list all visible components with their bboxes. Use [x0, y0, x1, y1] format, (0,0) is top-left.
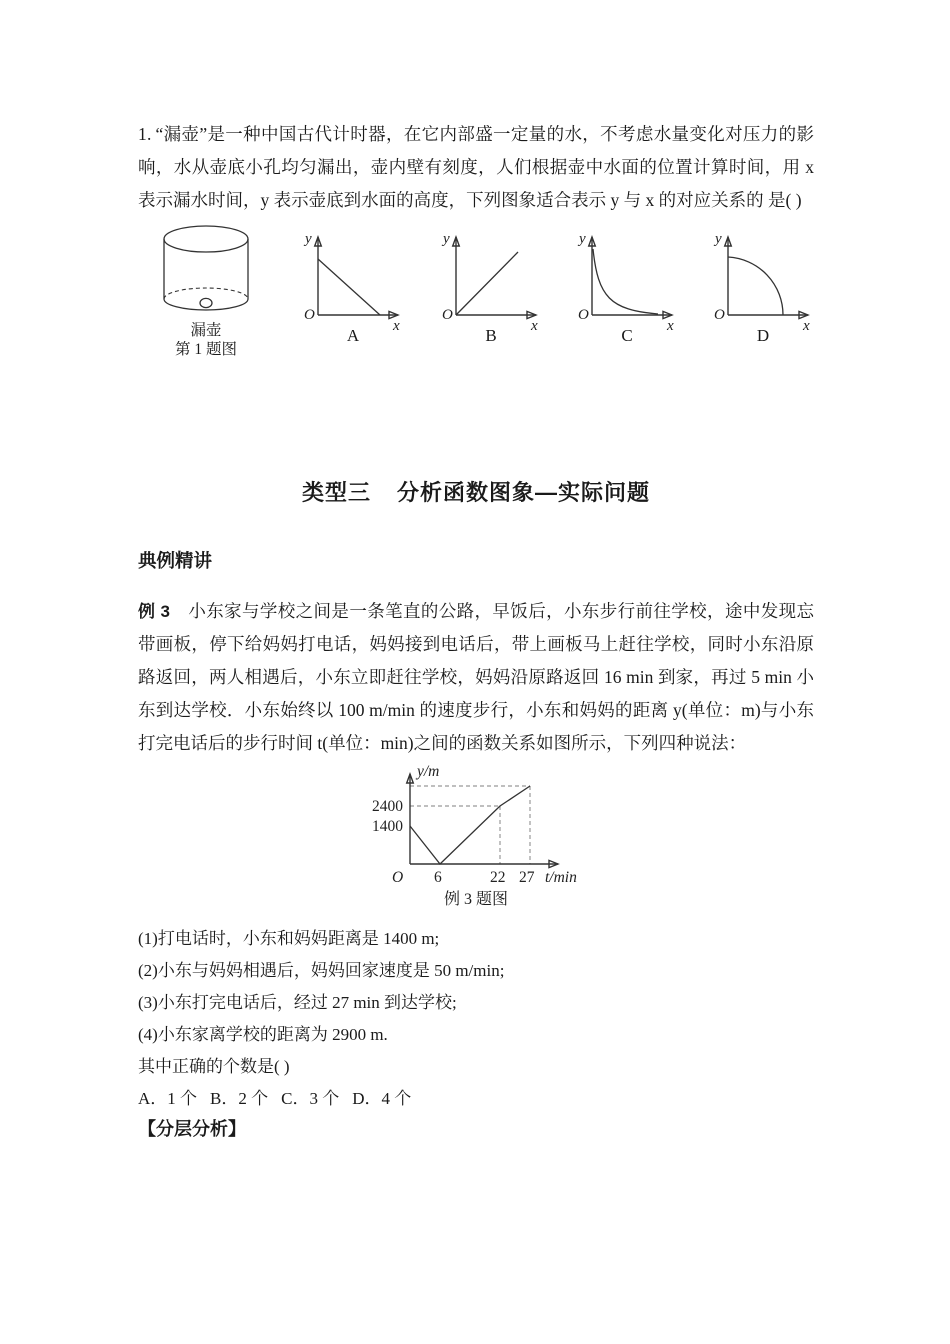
- example-3-paragraph: [138, 595, 814, 760]
- example-3-figure-caption: 例 3 题图: [443, 891, 508, 908]
- chart-ytick-2400: 2400: [372, 798, 403, 815]
- example-3-question: 其中正确的个数是( ): [138, 1057, 290, 1076]
- choice-b[interactable]: B．2 个: [210, 1089, 269, 1108]
- example-3-label: 例 3: [138, 602, 170, 621]
- graph-c: [572, 227, 682, 334]
- cylinder-diagram: [146, 223, 266, 321]
- chart-origin-label: O: [392, 869, 404, 886]
- option-b-figure: [436, 227, 546, 346]
- statement-4: (4)小东家离学校的距离为 2900 m.: [138, 1025, 388, 1044]
- option-a-figure: [298, 227, 408, 346]
- page-content: [138, 118, 814, 1141]
- section-title-main: 分析函数图象—实际问题: [397, 480, 651, 505]
- chart-y-axis-title: y/m: [417, 763, 440, 780]
- graph-c-x-label: x: [667, 318, 674, 334]
- section-title: [138, 476, 814, 507]
- water-clock-figure: [146, 223, 266, 359]
- graph-c-origin: O: [578, 307, 589, 323]
- statement-1: (1)打电话时，小东和妈妈距离是 1400 m;: [138, 929, 440, 948]
- problem-1-paragraph: [138, 118, 814, 217]
- graph-c-y-label: y: [579, 231, 586, 247]
- option-a-label: A: [346, 326, 360, 345]
- graph-a-x-label: x: [393, 318, 400, 334]
- graph-b-x-label: x: [531, 318, 538, 334]
- graph-d: [708, 227, 818, 334]
- graph-b: [436, 227, 546, 334]
- distance-time-chart: [372, 763, 580, 890]
- statement-2: (2)小东与妈妈相遇后，妈妈回家速度是 50 m/min;: [138, 961, 505, 980]
- chart-ytick-1400: 1400: [372, 818, 403, 835]
- example-3-body: 小东家与学校之间是一条笔直的公路，早饭后，小东步行前往学校，途中发现忘带画板，停下给妈妈打电话，妈妈接到电话后，带上画板马上赶往学校，同时小东沿原路返回，两人相遇后，小东立即赶往学校，妈妈沿原路返回 16 min 到家，再过 5 min 小东到达学校．小东始终以 100 m/min 的速度步行，小东和妈妈的距离 y(单位：m)与小东打完电话后的步行时间 t(单位：min)之间的函数关系如图所示，下列四种说法：: [138, 601, 814, 753]
- choice-a[interactable]: A．1 个: [138, 1089, 198, 1108]
- graph-a-origin: O: [304, 307, 315, 323]
- graph-b-origin: O: [442, 307, 453, 323]
- chart-xtick-22: 22: [490, 869, 506, 886]
- analysis-heading: 【分层分析】: [138, 1119, 246, 1139]
- statement-3: (3)小东打完电话后，经过 27 min 到达学校;: [138, 993, 457, 1012]
- choice-c[interactable]: C．3 个: [281, 1089, 340, 1108]
- graph-a-y-label: y: [305, 231, 312, 247]
- graph-d-y-label: y: [715, 231, 722, 247]
- problem-1-number: 1.: [138, 124, 152, 144]
- chart-xtick-27: 27: [519, 869, 535, 886]
- graph-d-origin: O: [714, 307, 725, 323]
- graph-d-x-label: x: [803, 318, 810, 334]
- example-3-choices: [138, 1083, 814, 1115]
- option-c-label: C: [621, 326, 633, 345]
- section-title-prefix: 类型三: [301, 480, 371, 505]
- option-d-label: D: [756, 326, 770, 345]
- cylinder-caption-line-1: 漏壶: [190, 322, 222, 339]
- cylinder-caption-line-2: 第 1 题图: [174, 341, 237, 358]
- chart-xtick-6: 6: [434, 869, 442, 886]
- subsection-title: 典例精讲: [138, 550, 213, 571]
- option-d-figure: [708, 227, 818, 346]
- example-3-chart: [138, 760, 814, 886]
- graph-a: [298, 227, 408, 334]
- graph-b-y-label: y: [443, 231, 450, 247]
- problem-1-text: “漏壶”是一种中国古代计时器，在它内部盛一定量的水，不考虑水量变化对压力的影响，水从壶底小孔均匀漏出，壶内壁有刻度，人们根据壶中水面的位置计算时间，用 x 表示漏水时间，y 表示壶底到水面的高度，下列图象适合表示 y 与 x 的对应关系的 是( ): [138, 124, 814, 210]
- choice-d[interactable]: D．4 个: [352, 1089, 412, 1108]
- problem-1-figure-row: [138, 223, 814, 358]
- option-b-label: B: [485, 326, 497, 345]
- chart-x-axis-title: t/min: [545, 869, 577, 886]
- option-c-figure: [572, 227, 682, 346]
